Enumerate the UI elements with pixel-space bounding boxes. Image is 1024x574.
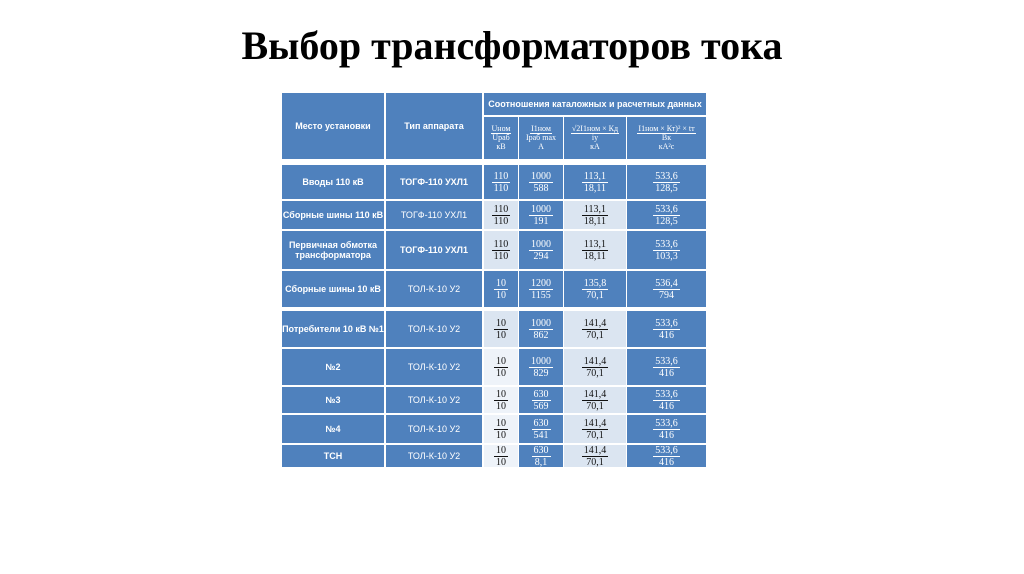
fraction-denominator: 70,1 [586,367,604,379]
fraction [529,356,553,379]
fraction-numerator: 110 [493,170,509,182]
ratio-cell [484,165,518,199]
fraction-denominator: 70,1 [586,456,604,467]
ratio-cell [519,271,563,307]
header-group: Соотношения каталожных и расчетных данных [484,93,706,115]
fraction-denominator: 70,1 [586,329,604,341]
f2-den: Iраб max [525,132,557,142]
ratio-cell [627,165,706,199]
type-cell: ТОЛ-К-10 У2 [386,445,482,467]
type-cell: ТОЛ-К-10 У2 [386,387,482,413]
ratio-cell [564,415,626,443]
f3-unit: кА [590,142,600,152]
fraction [492,239,511,262]
fraction [653,204,680,227]
fraction-numerator: 533,6 [655,355,678,367]
place-cell: Вводы 110 кВ [282,165,384,199]
slide-title: Выбор трансформаторов тока [241,23,783,68]
fraction-denominator: 10 [496,429,506,441]
fraction-numerator: 1000 [531,170,551,182]
ratio-cell [519,445,563,467]
ratio-cell [484,349,518,385]
fraction [582,239,608,262]
fraction-numerator: 1000 [531,317,551,329]
f1-den: Uраб [492,132,510,142]
fraction [582,278,609,301]
fraction [529,204,553,227]
header-type: Тип аппарата [386,93,482,159]
fraction-numerator: 630 [533,417,549,429]
fraction-denominator: 18,11 [583,250,607,262]
fraction-numerator: 1000 [531,238,551,250]
fraction-numerator: 135,8 [583,277,607,289]
ratio-cell [519,165,563,199]
fraction-denominator: 10 [496,367,506,379]
type-cell: ТОГФ-110 УХЛ1 [386,201,482,229]
place-cell: №2 [282,349,384,385]
type-cell: ТОЛ-К-10 У2 [386,415,482,443]
type-cell: ТОЛ-К-10 У2 [386,311,482,347]
f4-num: I1ном × Кт)² × tт [638,123,695,133]
ratio-cell [627,201,706,229]
type-cell: ТОЛ-К-10 У2 [386,271,482,307]
ratio-cell [627,387,706,413]
fraction-denominator: 294 [533,250,549,262]
ratio-cell [484,415,518,443]
fraction-numerator: 10 [496,388,506,400]
ratio-cell [519,201,563,229]
f1-unit: кВ [496,142,506,152]
fraction [494,318,508,341]
place-cell: №3 [282,387,384,413]
fraction [582,418,609,441]
header-formula-dynamic [564,117,626,159]
place-cell: Первичная обмотка трансформатора [282,231,384,269]
ratio-cell [564,231,626,269]
fraction-denominator: 416 [659,456,674,467]
fraction [494,389,508,412]
f3-den: iу [591,132,599,142]
fraction-denominator: 103,3 [655,250,678,262]
fraction-denominator: 10 [496,329,506,341]
ratio-cell [519,415,563,443]
fraction-denominator: 10 [496,289,506,301]
place-cell: Сборные шины 10 кВ [282,271,384,307]
ratio-cell [484,231,518,269]
ratio-cell [627,271,706,307]
fraction-denominator: 416 [659,367,674,379]
place-cell: ТСН [282,445,384,467]
fraction-denominator: 10 [496,456,506,467]
fraction [653,356,680,379]
fraction [582,318,609,341]
fraction [653,418,680,441]
fraction-numerator: 533,6 [655,203,678,215]
fraction-denominator: 191 [533,215,549,227]
fraction-denominator: 18,11 [583,182,607,194]
f2-unit: А [538,142,544,152]
ratio-cell [519,311,563,347]
fraction-numerator: 630 [533,388,549,400]
place-cell: Сборные шины 110 кВ [282,201,384,229]
fraction [653,445,680,467]
fraction-numerator: 141,4 [583,355,607,367]
fraction-denominator: 110 [493,182,509,194]
fraction-denominator: 110 [493,215,509,227]
fraction-numerator: 110 [493,203,509,215]
fraction-denominator: 588 [533,182,549,194]
fraction-numerator: 10 [496,355,506,367]
fraction [492,204,511,227]
ratio-cell [564,387,626,413]
fraction [582,171,608,194]
fraction-numerator: 141,4 [583,388,607,400]
header-formula-current [519,117,563,159]
fraction-numerator: 533,6 [655,317,678,329]
fraction-denominator: 829 [533,367,549,379]
fraction [494,278,508,301]
fraction-denominator: 416 [659,429,674,441]
fraction-numerator: 533,6 [655,388,678,400]
fraction-numerator: 110 [493,238,509,250]
fraction-denominator: 18,11 [583,215,607,227]
fraction [494,445,508,467]
ratio-cell [627,311,706,347]
fraction-denominator: 10 [496,400,506,412]
transformer-table [282,93,706,467]
ratio-cell [519,349,563,385]
fraction-numerator: 10 [496,417,506,429]
ratio-cell [564,201,626,229]
fraction-numerator: 536,4 [655,277,678,289]
ratio-cell [519,231,563,269]
fraction-denominator: 70,1 [586,289,604,301]
fraction [494,418,508,441]
type-cell: ТОГФ-110 УХЛ1 [386,231,482,269]
ratio-cell [627,349,706,385]
header-place: Место установки [282,93,384,159]
ratio-cell [564,165,626,199]
fraction-denominator: 862 [533,329,549,341]
ratio-cell [627,445,706,467]
fraction-denominator: 110 [493,250,509,262]
fraction-numerator: 533,6 [655,417,678,429]
fraction-numerator: 10 [496,277,506,289]
fraction-numerator: 1200 [531,277,551,289]
ratio-cell [484,387,518,413]
fraction-numerator: 1000 [531,355,551,367]
fraction-denominator: 569 [533,400,549,412]
fraction [582,356,609,379]
f1-num: Uном [491,123,511,133]
fraction [582,204,608,227]
ratio-cell [484,311,518,347]
ratio-cell [519,387,563,413]
ratio-cell [484,201,518,229]
fraction-denominator: 794 [659,289,674,301]
fraction [653,318,680,341]
type-cell: ТОЛ-К-10 У2 [386,349,482,385]
place-cell: Потребители 10 кВ №1 [282,311,384,347]
ratio-cell [564,311,626,347]
fraction [532,389,551,412]
ratio-cell [627,231,706,269]
fraction-numerator: 10 [496,445,506,456]
type-cell: ТОГФ-110 УХЛ1 [386,165,482,199]
fraction-numerator: 141,4 [583,445,607,456]
fraction [653,278,680,301]
fraction-numerator: 113,1 [583,203,607,215]
fraction [532,445,551,467]
fraction-numerator: 113,1 [583,170,607,182]
fraction-numerator: 141,4 [583,417,607,429]
fraction-numerator: 1000 [531,203,551,215]
header-formula-voltage [484,117,518,159]
f2-num: I1ном [531,123,551,133]
fraction-denominator: 128,5 [655,215,678,227]
fraction [653,389,680,412]
fraction [529,171,553,194]
fraction-denominator: 8,1 [534,456,548,467]
fraction-denominator: 1155 [531,289,551,301]
fraction-numerator: 533,6 [655,238,678,250]
fraction [653,171,680,194]
fraction [529,239,553,262]
ratio-cell [627,415,706,443]
ratio-cell [484,271,518,307]
fraction-denominator: 416 [659,329,674,341]
fraction-numerator: 141,4 [583,317,607,329]
fraction [529,318,553,341]
ratio-cell [564,349,626,385]
fraction-denominator: 541 [533,429,549,441]
f4-unit: кА²с [658,142,675,152]
fraction-denominator: 70,1 [586,429,604,441]
place-cell: №4 [282,415,384,443]
fraction-numerator: 533,6 [655,170,678,182]
fraction-denominator: 70,1 [586,400,604,412]
ratio-cell [564,271,626,307]
ratio-cell [484,445,518,467]
fraction-numerator: 630 [533,445,549,456]
fraction-numerator: 10 [496,317,506,329]
header-formula-thermal [627,117,706,159]
fraction-numerator: 533,6 [655,445,678,456]
ratio-cell [564,445,626,467]
fraction [492,171,511,194]
fraction [653,239,680,262]
fraction [494,356,508,379]
f3-num: √2I1ном × Кд [571,123,619,133]
f4-den: Вк [661,132,672,142]
fraction [532,418,551,441]
fraction [529,278,553,301]
fraction-denominator: 128,5 [655,182,678,194]
fraction-denominator: 416 [659,400,674,412]
fraction [582,445,609,467]
fraction [582,389,609,412]
fraction-numerator: 113,1 [583,238,607,250]
